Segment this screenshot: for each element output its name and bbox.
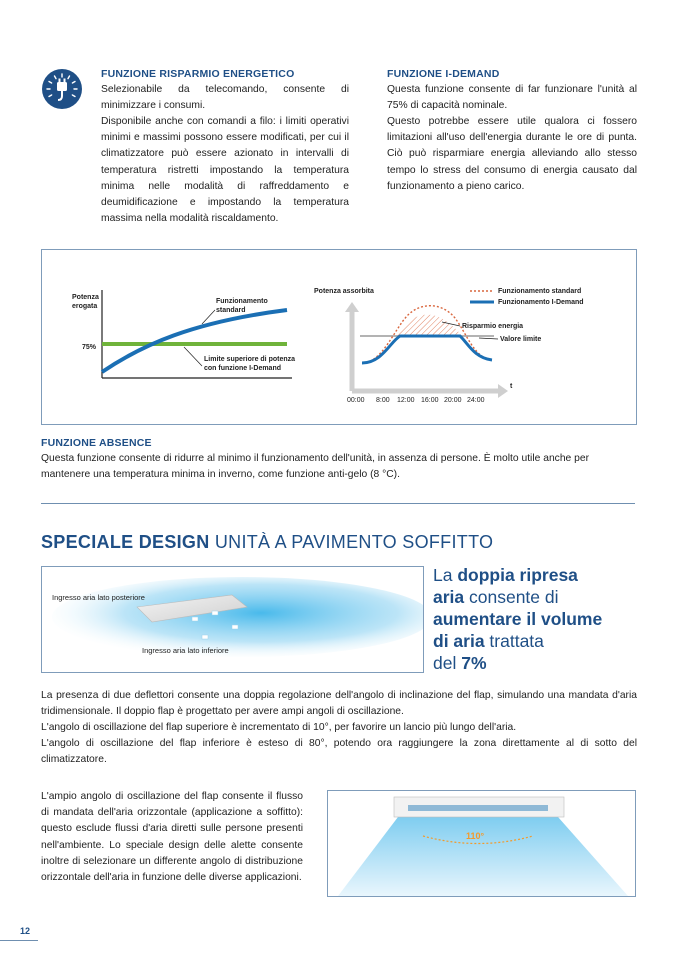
body-paragraph-1: La presenza di due deflettori consente una doppia regolazione dell'angolo di inclinazione del flap, simulando una mandata d'aria tridimensionale. Il doppio flap è progettato per avere ampi angoli di oscillazione. xyxy=(41,690,637,718)
left-pct-label: 75% xyxy=(82,344,97,351)
absence-title: FUNZIONE ABSENCE xyxy=(41,437,152,449)
right-saving-area xyxy=(397,315,462,336)
left-curve-label-1: Funzionamento xyxy=(216,298,268,305)
idemand-text-1: Questa funzione consente di far funzionare l'unità al 75% di capacità nominale. xyxy=(387,84,637,112)
section-divider xyxy=(41,503,635,504)
idemand-charts xyxy=(42,250,636,424)
body-paragraph-4: L'ampio angolo di oscillazione del flap consente il flusso di mandata dell'aria orizzontale (applicazione a soffitto): questo esclude flussi d'aria diretti sulle persone presenti nell'ambiente. Lo speciale design delle alette consente inoltre di selezionare un differente angolo di distribuzione orizzontale dell'aria in funzione delle diverse applicazioni. xyxy=(41,791,303,884)
tagline-t3: aria xyxy=(433,587,465,607)
tagline-t4: consente di xyxy=(464,587,559,607)
right-tick-0: 00:00 xyxy=(347,397,365,404)
left-curve-label-2: standard xyxy=(216,307,246,314)
absence-text: Questa funzione consente di ridurre al minimo il funzionamento dell'unità, in assenza di persone. È molto utile anche per mantenere una temperatura minima in inverno, come funzione anti-gelo (8 °C). xyxy=(41,453,590,481)
idemand-chart-panel xyxy=(41,249,637,425)
right-t-label: t xyxy=(510,383,513,390)
page-number-rule xyxy=(0,940,38,941)
right-idemand-curve xyxy=(362,336,492,363)
left-limit-label-2: con funzione I-Demand xyxy=(204,365,281,372)
energy-saving-text-1: Selezionabile da telecomando, consente di minimizzare i consumi. xyxy=(101,84,349,112)
right-tick-4: 20:00 xyxy=(444,397,462,404)
tagline-t9: 7% xyxy=(461,653,487,673)
section-title-rest: UNITÀ A PAVIMENTO SOFFITTO xyxy=(214,532,494,552)
section-title xyxy=(41,532,493,553)
right-ylabel: Potenza assorbita xyxy=(314,288,374,295)
tagline-t2: doppia ripresa xyxy=(457,565,578,585)
energy-saving-text-2: Disponibile anche con comandi a filo: i limiti operativi minimi e massimi possono essere modificati, per cui il climatizzatore può essere azionato in intervalli di temperatura ristretti impostando la temperatura minima nelle modalità di raffreddamento e deumidificazione e impostando la temperatura massima nella modalità riscaldamento. xyxy=(101,116,349,225)
right-limit-label: Valore limite xyxy=(500,336,542,343)
idemand-text-2: Questo potrebbe essere utile qualora ci fossero limitazioni all'uso dell'energia durante le ore di punta. Ciò può risparmiare energia alleviando allo stesso tempo lo stress del consumo di energia causato dal funzionamento a pieno carico. xyxy=(387,116,637,192)
tagline-t6: di aria xyxy=(433,631,485,651)
left-limit-label-1: Limite superiore di potenza xyxy=(204,356,296,363)
tagline-t1: La xyxy=(433,565,458,585)
left-ylabel-2: erogata xyxy=(72,303,98,310)
idemand-title: FUNZIONE I-DEMAND xyxy=(387,68,500,80)
tagline-t5: aumentare il volume xyxy=(433,609,603,629)
page-number: 12 xyxy=(20,926,31,936)
legend-idemand-label: Funzionamento I-Demand xyxy=(498,299,584,306)
right-saving-label: Risparmio energia xyxy=(462,323,524,330)
body-paragraph-3: L'angolo di oscillazione del flap inferiore è esteso di 80°, potendo ora raggiungere la zona direttamente al di sotto del climatizzatore. xyxy=(41,738,637,766)
airflow-image xyxy=(41,566,424,673)
tagline-t8: del xyxy=(433,653,462,673)
tagline-t7: trattata xyxy=(484,631,544,651)
right-tick-3: 16:00 xyxy=(421,397,439,404)
section-title-bold: SPECIALE DESIGN xyxy=(41,532,210,552)
flap-angle-image xyxy=(327,790,636,897)
airflow-label-bottom: Ingresso aria lato inferiore xyxy=(142,646,229,655)
power-plug-icon xyxy=(41,68,83,110)
tagline xyxy=(433,564,638,674)
body-paragraph-2: L'angolo di oscillazione del flap superiore è incrementato di 10°, per favorire un lancio più lungo dell'aria. xyxy=(41,722,517,733)
left-ylabel-1: Potenza xyxy=(72,294,99,301)
angle-label: 110° xyxy=(466,831,485,841)
legend-std-label: Funzionamento standard xyxy=(498,288,582,295)
right-tick-2: 12:00 xyxy=(397,397,415,404)
energy-saving-title: FUNZIONE RISPARMIO ENERGETICO xyxy=(101,68,295,80)
airflow-label-rear: Ingresso aria lato posteriore xyxy=(52,593,145,602)
right-tick-5: 24:00 xyxy=(467,397,485,404)
right-tick-1: 8:00 xyxy=(376,397,390,404)
